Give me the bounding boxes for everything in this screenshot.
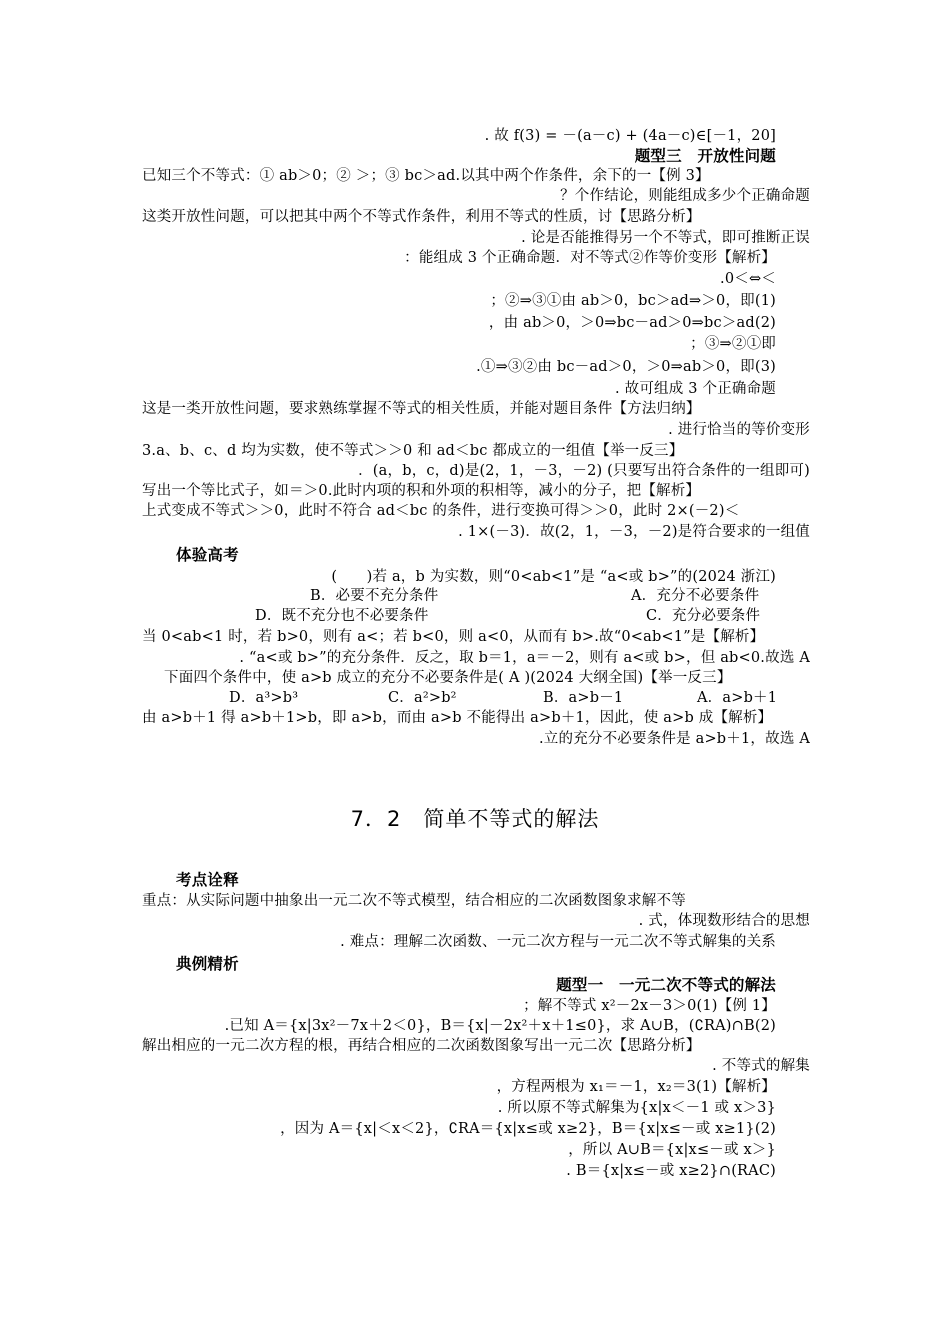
text-line: 这类开放性问题，可以把其中两个不等式作条件，利用不等式的性质，讨【思路分析】 <box>142 209 701 225</box>
text-line: ，由 ab＞0，＞0⇒bc－ad＞0⇒bc＞ad(2) <box>488 315 776 331</box>
text-line: .①⇒③②由 bc－ad＞0，＞0⇒ab＞0，即(3) <box>476 359 776 375</box>
text-line: . 式，体现数形结合的思想 <box>638 913 810 929</box>
text-line: . 所以原不等式解集为{x|x＜－1 或 x＞3} <box>497 1100 776 1116</box>
text-line: 上式变成不等式＞＞0，此时不符合 ad＜bc 的条件，进行变换可得＞＞0，此时 2×(－2)＜ <box>142 503 740 519</box>
option-b: B．a>b－1 <box>543 690 624 706</box>
option-c: C．a²>b² <box>388 690 457 706</box>
text-line: .已知 A＝{x|3x²－7x＋2＜0}，B＝{x|－2x²＋x＋1≤0}，求 A∪B，(∁RA)∩B(2) <box>224 1018 776 1034</box>
option-a: A．充分不必要条件 <box>631 588 760 604</box>
text-line: ？个作结论，则能组成多少个正确命题 <box>560 188 810 204</box>
text-line: . 不等式的解集 <box>712 1058 810 1074</box>
text-line: ：能组成 3 个正确命题．对不等式②作等价变形【解析】 <box>404 250 776 266</box>
text-line: . 1×(－3)．故(2，1，－3，－2)是符合要求的一组值 <box>458 524 810 540</box>
text-line: ，方程两根为 x₁＝－1，x₂＝3(1)【解析】 <box>496 1079 776 1095</box>
question-line: ( )若 a，b 为实数，则“0<ab<1”是 “a<或 b>”的(2024 浙江) <box>331 569 776 585</box>
text-line: . B＝{x|x≤－或 x≥2}∩(RAC) <box>566 1163 776 1179</box>
heading-examples: 典例精析 <box>176 955 239 973</box>
option-d: D．a³>b³ <box>229 690 299 706</box>
option-c: C．充分必要条件 <box>646 608 761 624</box>
text-line: . 故 f(3) = －(a－c) + (4a－c)∈[－1，20] <box>484 128 776 144</box>
text-line: . 论是否能推得另一个不等式，即可推断正误 <box>521 230 810 246</box>
text-line: 这是一类开放性问题，要求熟练掌握不等式的相关性质，并能对题目条件【方法归纳】 <box>142 401 701 417</box>
option-a: A．a>b＋1 <box>697 690 778 706</box>
text-line: . 故可组成 3 个正确命题 <box>615 381 776 397</box>
text-line: 当 0<ab<1 时，若 b>0，则有 a<；若 b<0，则 a<0，从而有 b>.故“0<ab<1”是【解析】 <box>142 629 765 645</box>
text-line: 解出相应的一元二次方程的根，再结合相应的二次函数图象写出一元二次【思路分析】 <box>142 1038 701 1054</box>
text-line: ；②⇒③①由 ab＞0，bc＞ad⇒＞0，即(1) <box>490 293 776 309</box>
text-line: .立的充分不必要条件是 a>b＋1，故选 A <box>539 731 810 747</box>
text-line: 由 a>b＋1 得 a>b＋1>b，即 a>b，而由 a>b 不能得出 a>b＋1，因此，使 a>b 成【解析】 <box>142 710 773 726</box>
text-line: ，因为 A＝{x|＜x＜2}，∁RA＝{x|x≤或 x≥2}，B＝{x|x≤－或 x≥1}(2) <box>280 1121 776 1137</box>
subheading-type-one: 题型一 一元二次不等式的解法 <box>556 976 776 994</box>
text-line: ，所以 A∪B＝{x|x≤－或 x＞} <box>568 1142 776 1158</box>
text-line: ；③⇒②①即 <box>690 336 776 352</box>
heading-key-points: 考点诠释 <box>176 871 239 889</box>
text-line: . “a<或 b>”的充分条件．反之，取 b＝1，a＝－2，则有 a<或 b>，但 ab<0.故选 A <box>239 650 810 666</box>
text-line: ；解不等式 x²－2x－3＞0(1)【例 1】 <box>523 998 776 1014</box>
option-b: B．必要不充分条件 <box>310 588 439 604</box>
subheading-open-problem: 题型三 开放性问题 <box>634 147 776 165</box>
option-d: D．既不充分也不必要条件 <box>255 608 429 624</box>
text-line: ．(a，b，c，d)是(2，1，－3，－2) (只要写出符合条件的一组即可) <box>358 463 810 479</box>
text-line: . 进行恰当的等价变形 <box>668 422 810 438</box>
text-line: . 难点：理解二次函数、一元二次方程与一元二次不等式解集的关系 <box>340 934 776 950</box>
text-line: 3.a、b、c、d 均为实数，使不等式＞＞0 和 ad＜bc 都成立的一组值【举一反三】 <box>142 443 684 459</box>
question-line: 下面四个条件中，使 a>b 成立的充分不必要条件是( A )(2024 大纲全国)【举一反三】 <box>164 670 732 686</box>
text-line: 写出一个等比式子，如＝＞0.此时内项的积和外项的积相等，减小的分子，把【解析】 <box>142 483 701 499</box>
text-line: 已知三个不等式：① ab＞0；② ＞；③ bc＞ad.以其中两个作条件，余下的一【例 3】 <box>142 168 710 184</box>
heading-exam: 体验高考 <box>176 546 239 564</box>
text-line: 重点：从实际问题中抽象出一元二次不等式模型，结合相应的二次函数图象求解不等 <box>142 893 686 909</box>
section-title: 7．2 简单不等式的解法 <box>350 807 600 831</box>
text-line: .0＜⇔＜ <box>720 271 776 287</box>
